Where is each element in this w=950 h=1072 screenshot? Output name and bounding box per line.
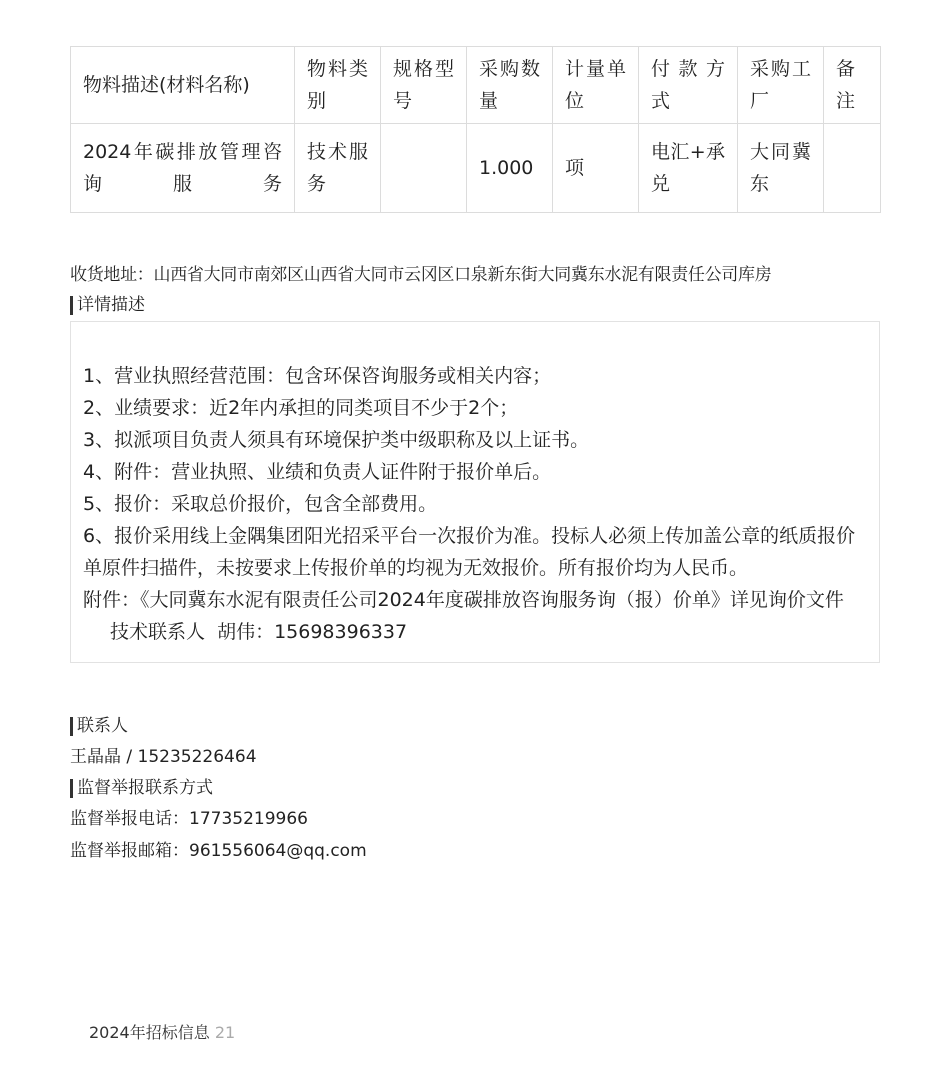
table-header-row	[71, 47, 881, 124]
footer-label: 2024年招标信息	[89, 1023, 210, 1042]
tech-contact: 技术联系人 胡伟：15698396337	[110, 621, 408, 643]
cell-material-category: 技术服务	[295, 124, 381, 213]
delivery-address	[70, 260, 880, 290]
detail-item: 5、报价：采取总价报价，包含全部费用。	[83, 493, 438, 515]
cell-payment-method: 电汇+承兑	[639, 124, 738, 213]
cell-factory: 大同冀东	[738, 124, 824, 213]
section-bar-icon	[70, 779, 73, 798]
header-spec-model: 规格型号	[381, 47, 467, 124]
page-footer	[89, 1021, 235, 1045]
cell-spec-model	[381, 124, 467, 213]
header-remark: 备注	[824, 47, 881, 124]
detail-item: 2、业绩要求：近2年内承担的同类项目不少于2个；	[83, 397, 519, 419]
section-bar-icon	[70, 717, 73, 736]
section-bar-icon	[70, 296, 73, 315]
header-material-desc: 物料描述(材料名称)	[71, 47, 295, 124]
contact-title: 联系人	[77, 716, 128, 736]
cell-quantity: 1.000	[467, 124, 553, 213]
procurement-table	[70, 46, 881, 213]
header-factory: 采购工厂	[738, 47, 824, 124]
header-quantity: 采购数量	[467, 47, 553, 124]
header-payment-method: 付款方式	[639, 47, 738, 124]
supervision-title: 监督举报联系方式	[77, 778, 213, 798]
address-value: 山西省大同市南郊区山西省大同市云冈区口泉新东街大同冀东水泥有限责任公司库房	[153, 265, 772, 285]
detail-item: 1、营业执照经营范围：包含环保咨询服务或相关内容；	[83, 365, 552, 387]
cell-material-desc: 2024年碳排放管理咨询服务	[71, 124, 295, 213]
details-title: 详情描述	[77, 295, 145, 315]
contact-person: 王晶晶 / 15235226464	[70, 747, 257, 767]
table-row	[71, 124, 881, 213]
cell-unit: 项	[553, 124, 639, 213]
detail-item: 4、附件：营业执照、业绩和负责人证件附于报价单后。	[83, 461, 552, 483]
details-section-title	[70, 290, 880, 320]
document-page	[70, 46, 880, 867]
address-label: 收货地址：	[70, 265, 154, 285]
supervision-phone: 监督举报电话：17735219966	[70, 809, 308, 829]
contact-section-title	[70, 711, 880, 741]
detail-item: 3、拟派项目负责人须具有环境保护类中级职称及以上证书。	[83, 429, 590, 451]
header-material-category: 物料类别	[295, 47, 381, 124]
header-unit: 计量单位	[553, 47, 639, 124]
page-number: 21	[214, 1023, 236, 1042]
detail-item: 6、报价采用线上金隅集团阳光招采平台一次报价为准。投标人必须上传加盖公章的纸质报价单原件扫描件，未按要求上传报价单的均视为无效报价。所有报价均为人民币。	[83, 525, 856, 579]
cell-remark	[824, 124, 881, 213]
supervision-section-title	[70, 773, 880, 803]
contact-section	[70, 711, 880, 867]
details-box	[70, 321, 880, 663]
supervision-email: 监督举报邮箱：961556064@qq.com	[70, 841, 367, 861]
detail-attachment: 附件：《大同冀东水泥有限责任公司2024年度碳排放咨询服务询（报）价单》详见询价文件	[83, 589, 844, 611]
